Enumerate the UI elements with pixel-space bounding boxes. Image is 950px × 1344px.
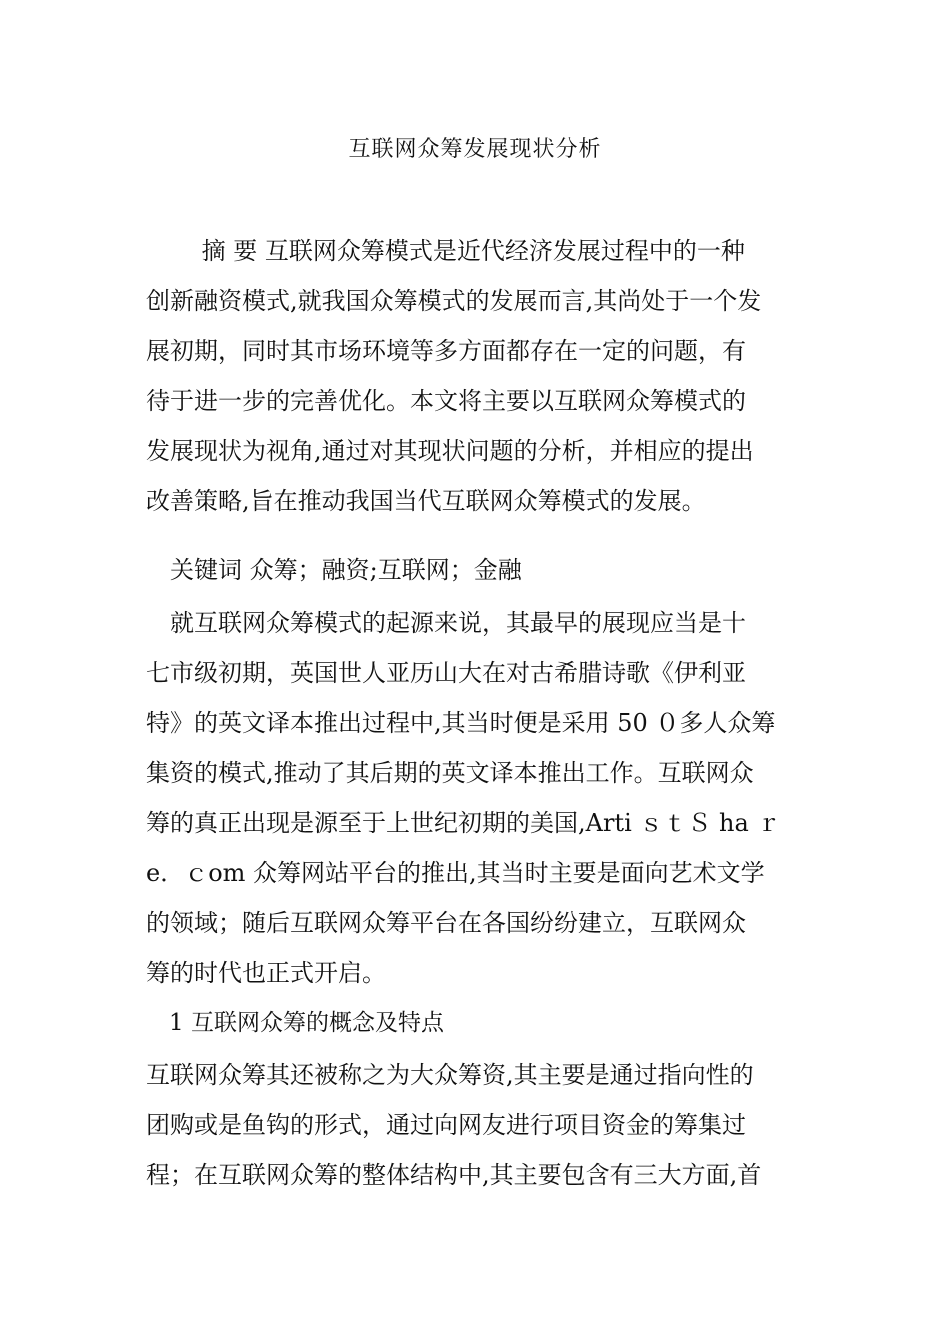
section-heading-text: 1 互联网众筹的概念及特点 [146, 1010, 444, 1036]
intro-line: 就互联网众筹模式的起源来说，其最早的展现应当是十 [146, 609, 746, 637]
abstract-line: 待于进一步的完善优化。本文将主要以互联网众筹模式的 [146, 387, 746, 415]
intro-line: 筹的时代也正式开启。 [146, 959, 386, 987]
abstract-line: 发展现状为视角,通过对其现状问题的分析，并相应的提出 [146, 437, 754, 465]
intro-line: 的领域；随后互联网众筹平台在各国纷纷建立，互联网众 [146, 909, 746, 937]
section-line: 团购或是鱼钩的形式，通过向网友进行项目资金的筹集过 [146, 1111, 746, 1139]
intro-line: 集资的模式,推动了其后期的英文译本推出工作。互联网众 [146, 759, 754, 787]
section-line: 互联网众筹其还被称之为大众筹资,其主要是通过指向性的 [146, 1061, 754, 1089]
intro-line: 七市级初期，英国世人亚历山大在对古希腊诗歌《伊利亚 [146, 659, 746, 687]
intro-line: e．ｃom 众筹网站平台的推出,其当时主要是面向艺术文学 [146, 859, 765, 887]
section-line: 程；在互联网众筹的整体结构中,其主要包含有三大方面,首 [146, 1161, 762, 1189]
abstract-line: 改善策略,旨在推动我国当代互联网众筹模式的发展。 [146, 487, 706, 515]
intro-line: 特》的英文译本推出过程中,其当时便是采用 50 ０多人众筹 [146, 709, 776, 737]
section-heading [146, 998, 806, 1048]
keywords-text: 关键词 众筹；融资;互联网；金融 [146, 556, 522, 584]
intro-line: 筹的真正出现是源至于上世纪初期的美国,Arti ｓｔＳ ha ｒ [146, 809, 781, 837]
abstract-line: 摘 要 互联网众筹模式是近代经济发展过程中的一种 [146, 237, 745, 265]
intro-paragraph [146, 598, 806, 998]
keywords-line [146, 545, 806, 595]
document-title: 互联网众筹发展现状分析 [348, 137, 602, 162]
abstract-paragraph [146, 226, 806, 526]
section-paragraph [146, 1050, 806, 1200]
abstract-line: 展初期，同时其市场环境等多方面都存在一定的问题，有 [146, 337, 746, 365]
abstract-line: 创新融资模式,就我国众筹模式的发展而言,其尚处于一个发 [146, 287, 762, 315]
